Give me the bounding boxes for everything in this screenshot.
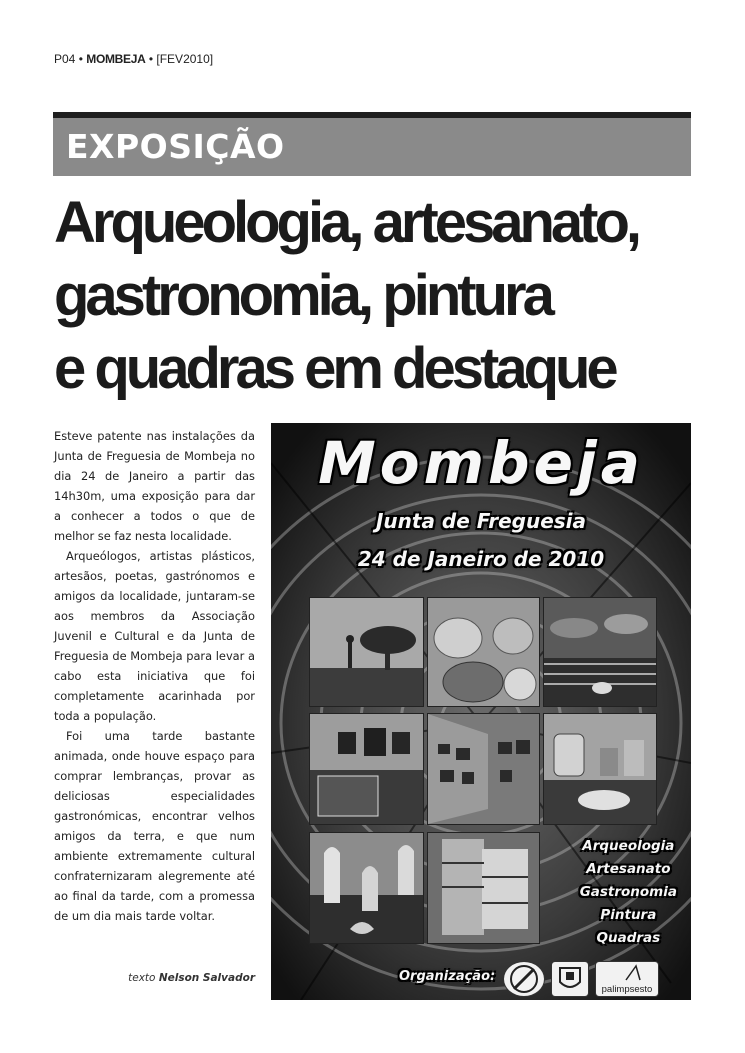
poster-topic: Pintura	[600, 907, 657, 923]
palimpsesto-logo-text: palimpsesto	[601, 984, 653, 995]
parish-crest-logo	[551, 961, 589, 997]
poster-date: 24 de Janeiro de 2010	[357, 547, 605, 571]
byline-prefix: texto	[128, 972, 156, 984]
article-paragraph: Arqueólogos, artistas plásticos, artesãos, poetas, gastrónomos e amigos da localidade, juntaram-se aos membros da Associação Juvenil e Cultural e da Junta de Freguesia de Mombeja para levar a cabo esta iniciativa que foi completamente acarinhada por toda a população.	[54, 549, 255, 723]
page-number: P04	[54, 52, 76, 66]
silhouette-landscape-photo	[309, 597, 424, 707]
poster-topics	[580, 835, 677, 950]
honey-jars-photo	[309, 713, 424, 825]
article-headline	[54, 186, 704, 405]
organization-label: Organização:	[399, 969, 496, 984]
poster-topic: Quadras	[596, 930, 661, 946]
poster-topic: Arqueologia	[582, 838, 675, 854]
organizers-bar	[271, 953, 691, 1000]
association-logo	[503, 961, 545, 997]
section-label: EXPOSIÇÃO	[66, 127, 285, 166]
issue-date: [FEV2010]	[156, 52, 214, 66]
poster-topic: Artesanato	[586, 861, 671, 877]
cork-crafts-photo	[543, 713, 657, 825]
textile-craft-photo	[427, 832, 540, 944]
painting-gallery-photo	[427, 713, 540, 825]
palimpsesto-logo	[595, 961, 659, 997]
pottery-table-photo	[543, 597, 657, 707]
poster-subtitle: Junta de Freguesia	[375, 509, 587, 533]
section-header	[53, 118, 691, 176]
folio-separator: •	[148, 52, 154, 66]
poster-title: Mombeja	[318, 429, 644, 497]
page-folio	[54, 52, 213, 66]
headline-line: e quadras em destaque	[54, 336, 615, 401]
carved-figures-photo	[309, 832, 424, 944]
headline-line: Arqueologia, artesanato,	[54, 190, 639, 255]
magazine-name: MOMBEJA	[86, 52, 146, 66]
article-byline	[54, 972, 255, 984]
headline-line: gastronomia, pintura	[54, 263, 551, 328]
clay-pots-photo	[427, 597, 540, 707]
event-poster	[271, 423, 691, 1000]
poster-topic: Gastronomia	[579, 884, 677, 900]
byline-author: Nelson Salvador	[158, 972, 255, 984]
article-body	[54, 426, 255, 926]
article-paragraph: Foi uma tarde bastante animada, onde houve espaço para comprar lembranças, provar as deliciosas especialidades gastronómicas, encontrar velhos amigos da terra, e que num ambiente extremamente cultural confraternizaram alegremente até ao final da tarde, com a promessa de um dia mais tarde voltar.	[54, 729, 255, 923]
folio-separator: •	[78, 52, 83, 66]
article-paragraph: Esteve patente nas instalações da Junta de Freguesia de Mombeja no dia 24 de Janeiro a partir das 14h30m, uma exposição para dar a conhecer a todos o que de melhor se faz nesta localidade.	[54, 429, 255, 543]
